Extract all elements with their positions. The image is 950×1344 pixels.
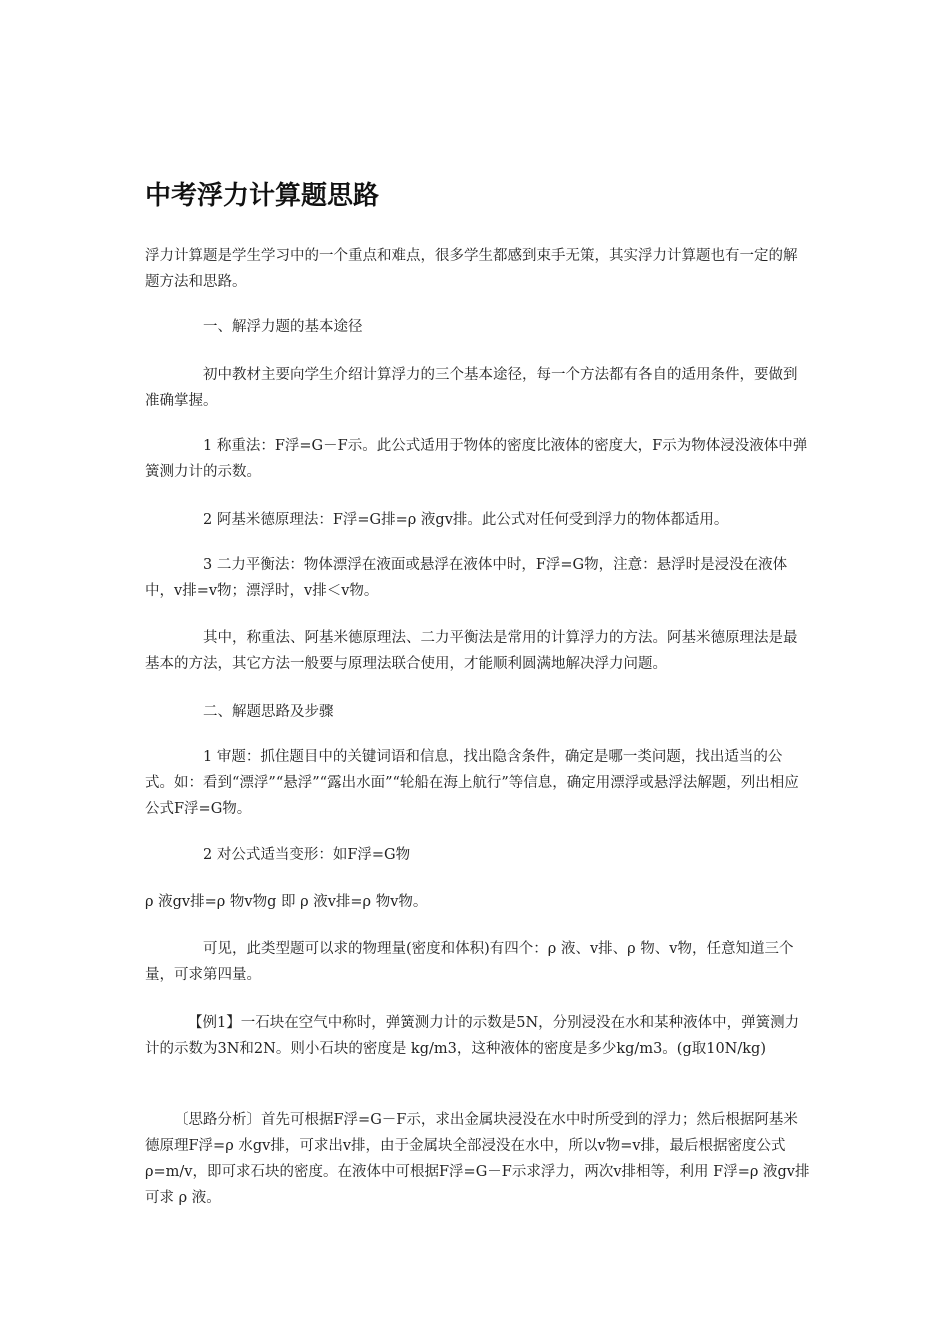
formula-line: ρ 液gv排=ρ 物v物g 即 ρ 液v排=ρ 物v物。	[145, 894, 428, 910]
intro-paragraph: 浮力计算题是学生学习中的一个重点和难点，很多学生都感到束手无策，其实浮力计算题也有一定的解题方法和思路。	[145, 248, 798, 290]
section-heading-1: 一、解浮力题的基本途径	[203, 319, 363, 335]
method-weighing-paragraph: 1 称重法：F浮=G－F示。此公式适用于物体的密度比液体的密度大，F示为物体浸没液体中弹簧测力计的示数。	[145, 438, 808, 480]
method-archimedes-paragraph: 2 阿基米德原理法：F浮=G排=ρ 液gv排。此公式对任何受到浮力的物体都适用。	[203, 512, 729, 528]
paragraph: 其中，称重法、阿基米德原理法、二力平衡法是常用的计算浮力的方法。阿基米德原理法是最基本的方法，其它方法一般要与原理法联合使用，才能顺利圆满地解决浮力问题。	[145, 630, 798, 672]
paragraph: 初中教材主要向学生介绍计算浮力的三个基本途径，每一个方法都有各自的适用条件，要做到准确掌握。	[145, 367, 798, 409]
paragraph: 可见，此类型题可以求的物理量(密度和体积)有四个：ρ 液、v排、ρ 物、v物，任意知道三个量，可求第四量。	[145, 941, 794, 983]
analysis-paragraph: 〔思路分析〕首先可根据F浮=G－F示，求出金属块浸没在水中时所受到的浮力；然后根据阿基米德原理F浮=ρ 水gv排，可求出v排，由于金属块全部浸没在水中，所以v物=v排，最后根据密度公式 ρ=m/v，即可求石块的密度。在液体中可根据F浮=G－F示求浮力，两次v排相等，利用 F浮=ρ 液gv排可求 ρ 液。	[145, 1112, 810, 1206]
method-balance-paragraph: 3 二力平衡法：物体漂浮在液面或悬浮在液体中时，F浮=G物，注意：悬浮时是浸没在液体中，v排=v物；漂浮时，v排＜v物。	[145, 557, 788, 599]
example-1-paragraph: 【例1】一石块在空气中称时，弹簧测力计的示数是5N，分别浸没在水和某种液体中，弹簧测力计的示数为3N和2N。则小石块的密度是 kg/m3，这种液体的密度是多少kg/m3。(g取10N/kg)	[145, 1015, 800, 1057]
document-title: 中考浮力计算题思路	[145, 181, 380, 211]
section-heading-2: 二、解题思路及步骤	[203, 704, 334, 720]
step-transform-paragraph: 2 对公式适当变形：如F浮=G物	[203, 847, 411, 863]
step-review-paragraph: 1 审题：抓住题目中的关键词语和信息，找出隐含条件，确定是哪一类问题，找出适当的公式。如：看到“漂浮”“悬浮”“露出水面”“轮船在海上航行”等信息，确定用漂浮或悬浮法解题，列出相应公式F浮=G物。	[145, 749, 799, 817]
